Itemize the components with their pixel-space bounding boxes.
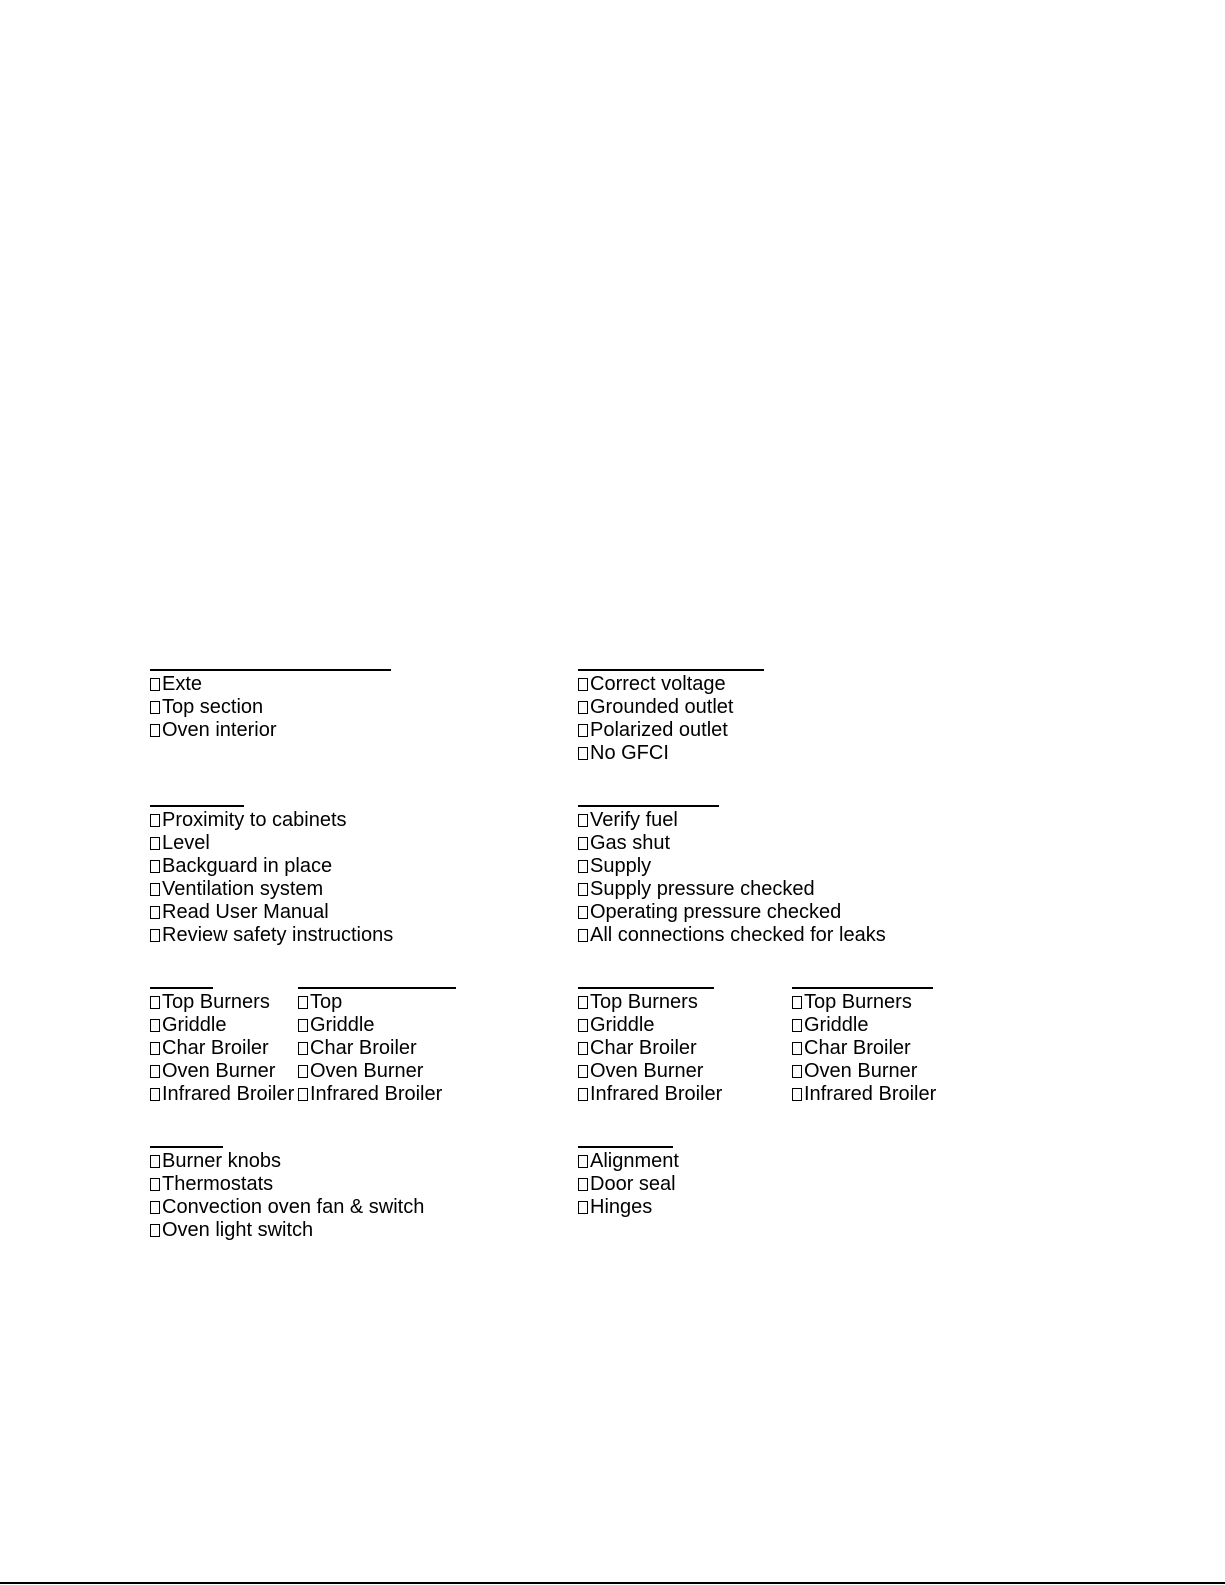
- checklist-item-label: Door seal: [590, 1173, 676, 1195]
- checklist-item[interactable]: [298, 1060, 456, 1083]
- checklist-item-label: Infrared Broiler: [590, 1083, 723, 1105]
- checklist-item[interactable]: [578, 719, 764, 742]
- heading-rule: [298, 987, 456, 989]
- checklist-group-burners-c: [578, 987, 722, 1106]
- checklist-item[interactable]: [792, 1014, 936, 1037]
- checkbox-icon[interactable]: [578, 678, 588, 691]
- checklist-item-label: Char Broiler: [804, 1037, 911, 1059]
- checklist-item-label: Proximity to cabinets: [162, 809, 347, 831]
- checklist-item-label: No GFCI: [590, 742, 669, 764]
- heading-rule: [150, 1146, 223, 1148]
- checkbox-icon[interactable]: [578, 814, 588, 827]
- checklist-item-label: Char Broiler: [310, 1037, 417, 1059]
- checkbox-icon[interactable]: [578, 929, 588, 942]
- checklist-item[interactable]: [578, 809, 886, 832]
- checkbox-icon[interactable]: [150, 1042, 160, 1055]
- checkbox-icon[interactable]: [578, 1042, 588, 1055]
- checklist-item-label: Supply pressure checked: [590, 878, 815, 900]
- checklist-item[interactable]: [578, 901, 886, 924]
- checklist-item[interactable]: [150, 1219, 424, 1242]
- checkbox-icon[interactable]: [578, 1088, 588, 1101]
- checkbox-icon[interactable]: [150, 929, 160, 942]
- checklist-item-label: Oven Burner: [804, 1060, 918, 1082]
- checkbox-icon[interactable]: [150, 814, 160, 827]
- checklist-item-label: Top Burners: [804, 991, 912, 1013]
- checklist-item-label: Read User Manual: [162, 901, 329, 923]
- checklist-item-label: Top Burners: [162, 991, 270, 1013]
- checklist-item-label: Oven Burner: [590, 1060, 704, 1082]
- checkbox-icon[interactable]: [298, 996, 308, 1009]
- checklist-item[interactable]: [578, 1173, 679, 1196]
- checkbox-icon[interactable]: [150, 1019, 160, 1032]
- checklist-item-label: Hinges: [590, 1196, 653, 1218]
- checklist-item[interactable]: [150, 673, 391, 696]
- checklist-item-label: Infrared Broiler: [804, 1083, 937, 1105]
- checklist-item-label: Correct voltage: [590, 673, 726, 695]
- checklist-item[interactable]: [150, 901, 393, 924]
- checklist-item-label: Alignment: [590, 1150, 679, 1172]
- checklist: [792, 991, 936, 1106]
- checklist-item-label: Polarized outlet: [590, 719, 728, 741]
- checklist-group-controls: [150, 1146, 424, 1242]
- checklist-item-label: Exte: [162, 673, 203, 695]
- heading-rule: [150, 669, 391, 671]
- checkbox-icon[interactable]: [150, 1065, 160, 1078]
- checklist-item-label: Top: [310, 991, 343, 1013]
- checklist-item[interactable]: [150, 832, 393, 855]
- checklist-item[interactable]: [150, 1173, 424, 1196]
- checklist-item-label: Level: [162, 832, 210, 854]
- checklist-item-label: Oven Burner: [162, 1060, 276, 1082]
- checkbox-icon[interactable]: [150, 1088, 160, 1101]
- heading-rule: [578, 1146, 673, 1148]
- checklist-group-door: [578, 1146, 679, 1219]
- checklist-item[interactable]: [578, 696, 764, 719]
- checkbox-icon[interactable]: [578, 837, 588, 850]
- checkbox-icon[interactable]: [578, 860, 588, 873]
- checkbox-icon[interactable]: [578, 1019, 588, 1032]
- checklist-item[interactable]: [578, 1014, 722, 1037]
- checklist-item-label: Top section: [162, 696, 264, 718]
- checklist-item[interactable]: [150, 1014, 294, 1037]
- checklist-item[interactable]: [792, 991, 936, 1014]
- checklist-item[interactable]: [150, 1083, 294, 1106]
- checklist-item[interactable]: [792, 1037, 936, 1060]
- checklist-item[interactable]: [578, 924, 886, 947]
- checklist-item-label: Char Broiler: [162, 1037, 269, 1059]
- checkbox-icon[interactable]: [150, 1155, 160, 1168]
- checklist: [578, 991, 722, 1106]
- checkbox-icon[interactable]: [150, 837, 160, 850]
- checklist-item[interactable]: [578, 991, 722, 1014]
- checkbox-icon[interactable]: [578, 724, 588, 737]
- checklist-item[interactable]: [578, 878, 886, 901]
- checklist-item[interactable]: [578, 1037, 722, 1060]
- checkbox-icon[interactable]: [298, 1042, 308, 1055]
- checklist-item[interactable]: [150, 1037, 294, 1060]
- checklist-item-label: Griddle: [310, 1014, 375, 1036]
- checklist-item[interactable]: [150, 1060, 294, 1083]
- heading-rule: [150, 805, 244, 807]
- checklist-group-appearance: [150, 669, 391, 742]
- checklist-item[interactable]: [578, 1150, 679, 1173]
- checklist-item[interactable]: [150, 924, 393, 947]
- checklist-item-label: Infrared Broiler: [310, 1083, 443, 1105]
- checklist: [150, 809, 393, 947]
- heading-rule: [578, 987, 714, 989]
- checkbox-icon[interactable]: [150, 701, 160, 714]
- checklist-item[interactable]: [578, 673, 764, 696]
- checklist-item-label: Top Burners: [590, 991, 698, 1013]
- checklist-item-label: Griddle: [804, 1014, 869, 1036]
- checkbox-icon[interactable]: [792, 1065, 802, 1078]
- checklist-item[interactable]: [150, 696, 391, 719]
- checklist-item[interactable]: [298, 991, 456, 1014]
- page-bottom-rule: [0, 1582, 1225, 1584]
- checkbox-icon[interactable]: [150, 860, 160, 873]
- checkbox-icon[interactable]: [578, 883, 588, 896]
- checklist-item[interactable]: [150, 719, 391, 742]
- checkbox-icon[interactable]: [578, 1155, 588, 1168]
- checklist-group-gas: [578, 805, 886, 947]
- checklist-group-burners-d: [792, 987, 936, 1106]
- checkbox-icon[interactable]: [792, 1042, 802, 1055]
- checkbox-icon[interactable]: [150, 1224, 160, 1237]
- checklist-item[interactable]: [578, 1083, 722, 1106]
- checklist: [150, 673, 391, 742]
- checkbox-icon[interactable]: [578, 906, 588, 919]
- checklist-item[interactable]: [150, 855, 393, 878]
- checklist-item[interactable]: [792, 1060, 936, 1083]
- checklist-item-label: Operating pressure checked: [590, 901, 842, 923]
- checklist-item[interactable]: [298, 1037, 456, 1060]
- checklist-item[interactable]: [150, 991, 294, 1014]
- checkbox-icon[interactable]: [578, 1178, 588, 1191]
- checklist-item[interactable]: [150, 1196, 424, 1219]
- checkbox-icon[interactable]: [150, 883, 160, 896]
- checkbox-icon[interactable]: [150, 906, 160, 919]
- checkbox-icon[interactable]: [298, 1019, 308, 1032]
- checklist-item[interactable]: [578, 855, 886, 878]
- heading-rule: [578, 805, 719, 807]
- checklist-item-label: Char Broiler: [590, 1037, 697, 1059]
- checklist-item-label: Oven Burner: [310, 1060, 424, 1082]
- checklist-item-label: Griddle: [162, 1014, 227, 1036]
- checklist-item[interactable]: [578, 1196, 679, 1219]
- checklist: [150, 1150, 424, 1242]
- checklist: [578, 1150, 679, 1219]
- checklist-item[interactable]: [298, 1083, 456, 1106]
- checklist-group-burners-b: [298, 987, 456, 1106]
- checkbox-icon[interactable]: [792, 1019, 802, 1032]
- checkbox-icon[interactable]: [578, 1065, 588, 1078]
- checklist-item-label: Ventilation system: [162, 878, 324, 900]
- checklist: [578, 673, 764, 765]
- checklist-item[interactable]: [792, 1083, 936, 1106]
- checkbox-icon[interactable]: [578, 701, 588, 714]
- checkbox-icon[interactable]: [150, 724, 160, 737]
- checkbox-icon[interactable]: [150, 996, 160, 1009]
- checkbox-icon[interactable]: [792, 996, 802, 1009]
- checklist-item-label: Oven interior: [162, 719, 277, 741]
- checklist-item[interactable]: [578, 1060, 722, 1083]
- checklist-item-label: Supply: [590, 855, 652, 877]
- checkbox-icon[interactable]: [150, 1201, 160, 1214]
- checklist-item[interactable]: [150, 1150, 424, 1173]
- checklist-item[interactable]: [150, 809, 393, 832]
- checklist-item-label: Griddle: [590, 1014, 655, 1036]
- checklist: [578, 809, 886, 947]
- checklist: [298, 991, 456, 1106]
- checklist: [150, 991, 294, 1106]
- checklist-group-electrical: [578, 669, 764, 765]
- checklist-item[interactable]: [578, 742, 764, 765]
- checkbox-icon[interactable]: [792, 1088, 802, 1101]
- checklist-item-label: All connections checked for leaks: [590, 924, 886, 946]
- checklist-item[interactable]: [298, 1014, 456, 1037]
- checklist-item-label: Gas shut: [590, 832, 671, 854]
- checkbox-icon[interactable]: [578, 996, 588, 1009]
- checklist-item-label: Oven light switch: [162, 1219, 314, 1241]
- checklist-item-label: Backguard in place: [162, 855, 333, 877]
- checklist-item-label: Grounded outlet: [590, 696, 734, 718]
- heading-rule: [150, 987, 213, 989]
- checkbox-icon[interactable]: [578, 747, 588, 760]
- checkbox-icon[interactable]: [578, 1201, 588, 1214]
- checklist-item-label: Thermostats: [162, 1173, 274, 1195]
- checklist-item[interactable]: [578, 832, 886, 855]
- checklist-item[interactable]: [150, 878, 393, 901]
- checklist-item-label: Verify fuel: [590, 809, 678, 831]
- checkbox-icon[interactable]: [150, 678, 160, 691]
- checklist-group-installation: [150, 805, 393, 947]
- checkbox-icon[interactable]: [150, 1178, 160, 1191]
- checklist-group-burners-a: [150, 987, 294, 1106]
- checklist-item-label: Review safety instructions: [162, 924, 394, 946]
- checklist-item-label: Burner knobs: [162, 1150, 281, 1172]
- checklist-item-label: Convection oven fan & switch: [162, 1196, 425, 1218]
- checkbox-icon[interactable]: [298, 1088, 308, 1101]
- checklist-item-label: Infrared Broiler: [162, 1083, 295, 1105]
- checkbox-icon[interactable]: [298, 1065, 308, 1078]
- heading-rule: [792, 987, 933, 989]
- heading-rule: [578, 669, 764, 671]
